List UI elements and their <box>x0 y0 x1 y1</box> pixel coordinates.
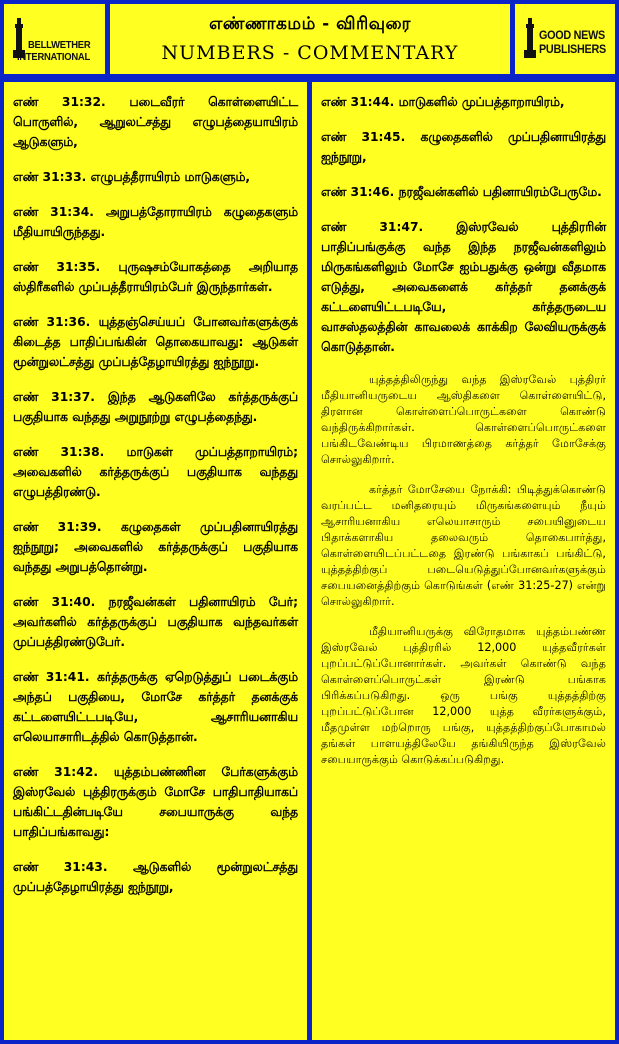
verse-31-44: எண் 31:44. மாடுகளில் முப்பத்தாறாயிரம், <box>321 95 565 109</box>
verse-31-32: எண் 31:32. படைவீரர் கொள்ளையிட்ட பொருளில், ஆறுலட்சத்து எழுபத்தையாயிரம் ஆடுகளும், <box>13 95 298 149</box>
verse-31-35: எண் 31:35. புருஷசம்யோகத்தை அறியாத ஸ்திரீகளில் முப்பத்தீராயிரம்பேர் இருந்தார்கள். <box>13 260 298 294</box>
logo-right-line2: PUBLISHERS <box>539 42 606 56</box>
tower-icon <box>523 18 537 58</box>
verse-31-34: எண் 31:34. அறுபத்தோராயிரம் கழுதைகளும் மீதியாயிருந்தது. <box>13 205 298 239</box>
logo-left-line2: INTERNATIONAL <box>17 51 90 63</box>
verse-31-36: எண் 31:36. யுத்தஞ்செய்யப் போனவர்களுக்குக் கிடைத்த பாதிப்பங்கின் தொகையாவது: ஆடுகள் மூன்றுலட்சத்து முப்பத்தேழாயிரத்து ஐந்நூறு. <box>13 315 298 369</box>
header-title <box>110 4 510 74</box>
logo-right-line1: GOOD NEWS <box>539 28 605 42</box>
commentary-paragraph: கர்த்தர் மோசேயை நோக்கி: பிடித்துக்கொண்டு வரப்பட்ட மனிதரையும் மிருகங்களையும் நீயும் ஆசாரியனாகிய எலெயாசாரும் சபையினுடைய பிதாக்களாகிய தலைவரும் தொகைபார்த்து, கொள்ளையிடப்பட்டதை இரண்டு பங்காகப் பங்கிட்டு, யுத்தத்திற்குப் படையெடுத்துப்போனவர்களுக்கும் சபையனைத்திற்கும் கொடுங்கள் (எண் 31:25-27) என்று சொல்லுகிறார். <box>321 483 606 608</box>
verse-31-45: எண் 31:45. கழுதைகளில் முப்பதினாயிரத்து ஐந்நூறு, <box>321 130 606 164</box>
verse-31-38: எண் 31:38. மாடுகள் முப்பத்தாறாயிரம்; அவைகளில் கர்த்தருக்குப் பகுதியாக வந்தது எழுபத்திரண்டு. <box>13 445 298 499</box>
verse-31-39: எண் 31:39. கழுதைகள் முப்பதினாயிரத்து ஐந்நூறு; அவைகளில் கர்த்தருக்குப் பகுதியாக வந்தது அறுபத்தொன்று. <box>13 520 298 574</box>
verse-31-41: எண் 31:41. கர்த்தருக்கு ஏறெடுத்துப் படைக்கும் அந்தப் பகுதியை, மோசே கர்த்தர் தனக்குக் கட்டளையிட்டபடியே, ஆசாரியனாகிய எலெயாசாரிடத்தில் கொடுத்தான். <box>13 670 298 744</box>
verse-31-47: எண் 31:47. இஸ்ரவேல் புத்திரரின் பாதிப்பங்குக்கு வந்த இந்த நரஜீவன்களிலும் மிருகங்களிலும் மோசே ஐம்பதுக்கு ஒன்று வீதமாக எடுத்து, அவைகளைக் கர்த்தர் தனக்குக் கட்டளையிட்டபடியே, கர்த்தருடைய வாசஸ்தலத்தின் காவலைக் காக்கிற லேவியருக்குக் கொடுத்தான். <box>321 220 606 354</box>
commentary-paragraph: மீதியானியருக்கு விரோதமாக யுத்தம்பண்ண இஸ்ரவேல் புத்திரரில் 12,000 யுத்தவீரர்கள் புறப்பட்டுப்போனார்கள். அவர்கள் கொண்டு வந்த கொள்ளைப்பொருட்கள் இரண்டு பங்காக பிரிக்கப்படுகிறது. ஒரு பங்கு யுத்தத்திற்கு புறப்பட்டுப்போன 12,000 யுத்த வீரர்களுக்கும், மீதமுள்ள மற்றொரு பங்கு, யுத்தத்திற்குப்போகாமல் தங்கள் பாளயத்திலேயே தங்கியிருந்த இஸ்ரவேல் சபையாருக்கும் கொடுக்கப்படுகிறது. <box>321 625 606 766</box>
verse-31-46: எண் 31:46. நரஜீவன்களில் பதினாயிரம்பேருமே. <box>321 185 602 199</box>
verse-31-33: எண் 31:33. எழுபத்தீராயிரம் மாடுகளும், <box>13 170 251 184</box>
bellwether-logo <box>4 4 105 74</box>
left-column <box>4 82 307 1040</box>
title-english: NUMBERS - COMMENTARY <box>161 42 459 64</box>
logo-left-line1: BELLWETHER <box>28 39 91 51</box>
verse-31-42: எண் 31:42. யுத்தம்பண்ணின பேர்களுக்கும் இஸ்ரவேல் புத்திரருக்கும் மோசே பாதிபாதியாகப் பங்கிட்டதின்படியே சபையாருக்கு வந்த பாதிப்பங்காவது: <box>13 765 298 839</box>
good-news-logo <box>515 4 615 74</box>
verse-31-37: எண் 31:37. இந்த ஆடுகளிலே கர்த்தருக்குப் பகுதியாக வந்தது அறுநூற்று எழுபத்தைந்து. <box>13 390 298 424</box>
title-tamil: எண்ணாகமம் - விரிவுரை <box>209 14 411 34</box>
verse-31-43: எண் 31:43. ஆடுகளில் மூன்றுலட்சத்து முப்பத்தேழாயிரத்து ஐந்நூறு, <box>13 860 298 894</box>
verse-31-40: எண் 31:40. நரஜீவன்கள் பதினாயிரம் பேர்; அவர்களில் கர்த்தருக்குப் பகுதியாக வந்தவர்கள் முப்பத்திரண்டுபேர். <box>13 595 298 649</box>
commentary-paragraph: யுத்தத்திலிருந்து வந்த இஸ்ரவேல் புத்திரர் மீதியானியருடைய ஆஸ்திகளை கொள்ளையிட்டு, திரளான கொள்ளைப்பொருட்களை கொண்டு வந்திருக்கிறார்கள். கொள்ளைப்பொருட்களை பங்கிடவேண்டிய பிரமாணத்தை கர்த்தர் மோசேக்கு சொல்லுகிறார். <box>321 373 606 466</box>
right-column <box>312 82 615 1040</box>
